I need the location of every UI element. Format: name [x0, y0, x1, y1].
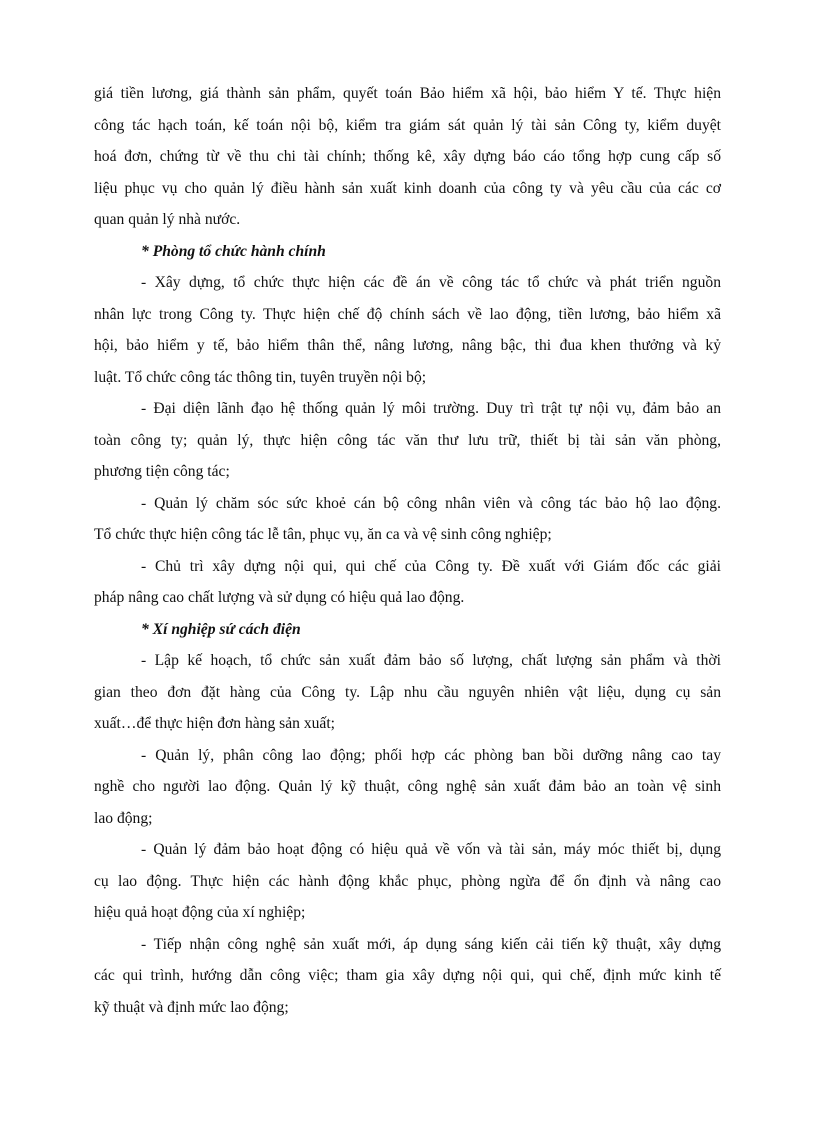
text-line: toàn công ty; quản lý, thực hiện công tác văn thư lưu trữ, thiết bị tài sản văn phòng,: [94, 431, 721, 449]
paragraph: [94, 929, 721, 1024]
text-line: luật. Tổ chức công tác thông tin, tuyên truyền nội bộ;: [94, 368, 427, 386]
text-line: pháp nâng cao chất lượng và sử dụng có hiệu quả lao động.: [94, 589, 465, 606]
text-line: các qui trình, hướng dẫn công việc; tham gia xây dựng nội qui, qui chế, định mức kinh tế: [94, 967, 721, 984]
text-line: hiệu quả hoạt động của xí nghiệp;: [94, 904, 306, 921]
text-line: nghề cho người lao động. Quản lý kỹ thuật, công nghệ sản xuất đảm bảo an toàn vệ sinh: [94, 778, 721, 795]
text-line: công tác hạch toán, kế toán nội bộ, kiểm tra giám sát quản lý tài sản Công ty, kiểm duyệt: [94, 116, 721, 134]
paragraph: [94, 393, 721, 488]
text-line: giá tiền lương, giá thành sản phẩm, quyết toán Bảo hiểm xã hội, bảo hiểm Y tế. Thực hiện: [94, 85, 721, 102]
text-line: hoá đơn, chứng từ về thu chi tài chính; thống kê, xây dựng báo cáo tổng hợp cung cấp số: [94, 148, 721, 165]
text-line: - Chủ trì xây dựng nội qui, qui chế của Công ty. Đề xuất với Giám đốc các giải: [141, 557, 721, 575]
section-heading: * Phòng tổ chức hành chính: [141, 242, 326, 260]
document-page: [94, 78, 721, 1023]
text-line: quan quản lý nhà nước.: [94, 211, 241, 228]
paragraph: [94, 78, 721, 236]
text-line: Tổ chức thực hiện công tác lễ tân, phục vụ, ăn ca và vệ sinh công nghiệp;: [94, 526, 552, 543]
text-line: - Quản lý chăm sóc sức khoẻ cán bộ công nhân viên và công tác bảo hộ lao động.: [141, 494, 721, 512]
paragraph: [94, 488, 721, 551]
text-line: nhân lực trong Công ty. Thực hiện chế độ chính sách về lao động, tiền lương, bảo hiểm xã: [94, 305, 721, 323]
text-line: kỹ thuật và định mức lao động;: [94, 998, 289, 1016]
text-line: - Tiếp nhận công nghệ sản xuất mới, áp dụng sáng kiến cải tiến kỹ thuật, xây dựng: [141, 935, 721, 953]
text-line: phương tiện công tác;: [94, 463, 230, 480]
text-line: - Đại diện lãnh đạo hệ thống quản lý môi trường. Duy trì trật tự nội vụ, đảm bảo an: [141, 400, 721, 417]
text-line: cụ lao động. Thực hiện các hành động khắc phục, phòng ngừa để ổn định và nâng cao: [94, 872, 721, 890]
paragraph: [94, 267, 721, 393]
paragraph: [94, 645, 721, 740]
text-line: hội, bảo hiểm y tế, bảo hiểm thân thể, nâng lương, nâng bậc, thi đua khen thưởng và kỷ: [94, 337, 721, 354]
paragraph: [94, 740, 721, 835]
paragraph: [94, 551, 721, 614]
text-line: - Quản lý đảm bảo hoạt động có hiệu quả về vốn và tài sản, máy móc thiết bị, dụng: [141, 841, 721, 858]
text-line: lao động;: [94, 809, 153, 827]
text-line: - Xây dựng, tổ chức thực hiện các đề án về công tác tổ chức và phát triển nguồn: [141, 274, 721, 291]
text-line: - Lập kế hoạch, tổ chức sản xuất đảm bảo số lượng, chất lượng sản phẩm và thời: [141, 652, 721, 669]
text-line: gian theo đơn đặt hàng của Công ty. Lập nhu cầu nguyên nhiên vật liệu, dụng cụ sản: [94, 683, 721, 701]
text-line: xuất…để thực hiện đơn hàng sản xuất;: [94, 715, 336, 732]
text-line: liệu phục vụ cho quản lý điều hành sản xuất kinh doanh của công ty và yêu cầu của các cơ: [94, 179, 721, 197]
text-line: - Quản lý, phân công lao động; phối hợp các phòng ban bồi dưỡng nâng cao tay: [141, 746, 721, 764]
paragraph: [94, 834, 721, 929]
section-heading: * Xí nghiệp sứ cách điện: [141, 620, 301, 638]
